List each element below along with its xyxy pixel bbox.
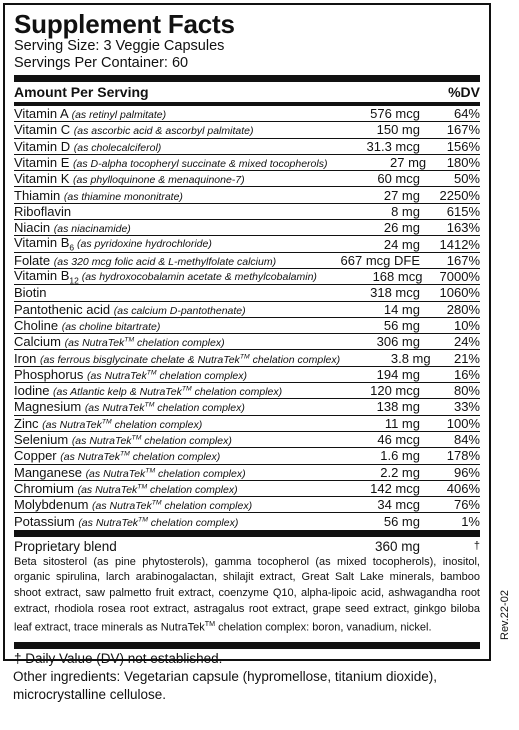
nutrient-dv: 100% — [446, 415, 480, 431]
nutrient-dv: 167% — [446, 252, 480, 268]
nutrient-name: Vitamin A (as retinyl palmitate) — [14, 106, 167, 122]
proprietary-blend-name: Proprietary blend — [14, 538, 117, 554]
nutrient-source-note: (as Atlantic kelp & NutraTek™ chelation complex) — [53, 385, 283, 399]
proprietary-blend-ingredients: Beta sitosterol (as pine phytosterols), gamma tocopherol (as mixed tocopherols), inositol, organic spirulina, larch arabinogalactan, shilajit extract, Great Salt Lake minerals, bamboo shoot extract, saw palmetto fruit extract, coenzyme Q10, alpha-lipoic acid, ashwagandha root extract, rhodiola rosea root extract, astragalus root extract, grape seed extract, ginkgo biloba leaf extract, trace minerals as NutraTek™ chelation complex: boron, vanadium, nickel. — [14, 555, 480, 634]
nutrient-amount: 318 mcg — [370, 285, 420, 301]
panel-title: Supplement Facts — [14, 9, 235, 39]
nutrient-dv: 80% — [453, 383, 480, 399]
nutrient-source-note: (as NutraTek™ chelation complex) — [92, 499, 253, 513]
table-row — [14, 236, 480, 252]
divider-thick — [14, 530, 480, 537]
nutrient-name: Manganese (as NutraTek™ chelation complex) — [14, 464, 246, 480]
nutrient-amount: 3.8 mg — [390, 350, 431, 366]
table-row — [14, 106, 480, 122]
table-row — [14, 171, 480, 187]
nutrient-dv: 84% — [453, 432, 480, 448]
nutrient-source-note: (as ferrous bisglycinate chelate & NutraTek™ chelation complex) — [40, 353, 341, 366]
nutrient-amount: 60 mcg — [377, 171, 420, 187]
nutrient-name: Riboflavin — [14, 203, 72, 219]
table-row — [14, 122, 480, 138]
nutrient-name: Copper (as NutraTek™ chelation complex) — [14, 448, 221, 464]
serving-size: Serving Size: 3 Veggie Capsules — [14, 38, 225, 54]
table-row — [14, 448, 480, 464]
nutrient-dv: 24% — [453, 334, 480, 350]
nutrient-name: Phosphorus (as NutraTek™ chelation complex) — [14, 366, 248, 382]
proprietary-blend-amount: 360 mg — [374, 538, 420, 554]
table-row — [14, 367, 480, 383]
nutrient-source-note: (as pyridoxine hydrochloride) — [74, 238, 212, 251]
nutrient-name: Calcium (as NutraTek™ chelation complex) — [14, 334, 225, 350]
nutrient-amount: 26 mg — [383, 220, 420, 236]
nutrient-name: Molybdenum (as NutraTek™ chelation complex) — [14, 497, 253, 513]
table-row — [14, 318, 480, 334]
table-row — [14, 432, 480, 448]
nutrient-source-note: (as retinyl palmitate) — [71, 109, 167, 122]
nutrient-amount: 56 mg — [383, 514, 420, 530]
nutrient-amount: 306 mg — [376, 334, 420, 350]
nutrient-amount: 2.2 mg — [380, 464, 420, 480]
nutrient-amount: 56 mg — [383, 318, 420, 333]
nutrient-amount: 194 mg — [376, 366, 420, 382]
nutrient-dv: 156% — [446, 138, 480, 154]
nutrient-amount: 8 mg — [391, 203, 420, 219]
amount-per-serving-label: Amount Per Serving — [14, 84, 149, 100]
table-row — [14, 465, 480, 481]
nutrient-amount: 11 mg — [384, 415, 420, 431]
nutrient-dv: 167% — [446, 122, 480, 138]
nutrient-dv: 21% — [453, 350, 480, 366]
table-row — [14, 334, 480, 350]
nutrient-amount: 46 mcg — [377, 432, 420, 448]
nutrient-source-note: (as choline bitartrate) — [61, 321, 161, 333]
table-row — [14, 497, 480, 513]
nutrient-amount: 27 mg — [390, 155, 427, 171]
nutrient-dv: 16% — [453, 366, 480, 382]
dv-label: %DV — [448, 84, 480, 100]
nutrient-name: Biotin — [14, 285, 47, 301]
nutrient-amount: 34 mcg — [377, 497, 420, 513]
nutrient-source-note: (as D-alpha tocopheryl succinate & mixed tocopherols) — [73, 158, 328, 171]
nutrient-name: Vitamin C (as ascorbic acid & ascorbyl palmitate) — [14, 122, 254, 138]
nutrient-table — [14, 106, 480, 530]
nutrient-source-note: (as NutraTek™ chelation complex) — [78, 516, 239, 530]
nutrient-name: Selenium (as NutraTek™ chelation complex) — [14, 432, 232, 448]
table-row — [14, 139, 480, 155]
table-row — [14, 350, 480, 366]
nutrient-amount: 27 mg — [383, 187, 420, 203]
nutrient-source-note: (as phylloquinone & menaquinone-7) — [73, 174, 245, 187]
nutrient-amount: 14 mg — [383, 301, 420, 317]
proprietary-blend-row — [14, 539, 480, 554]
table-row — [14, 204, 480, 220]
nutrient-amount: 120 mcg — [370, 383, 420, 399]
nutrient-amount: 142 mcg — [370, 480, 420, 496]
nutrient-dv: 1060% — [439, 285, 480, 301]
nutrient-name: Potassium (as NutraTek™ chelation complex) — [14, 514, 239, 530]
nutrient-dv: 1412% — [439, 236, 480, 252]
table-row — [14, 302, 480, 318]
nutrient-name: Niacin (as niacinamide) — [14, 220, 131, 236]
nutrient-source-note: (as NutraTek™ chelation complex) — [60, 450, 221, 464]
nutrient-dv: 50% — [453, 171, 480, 187]
table-row — [14, 416, 480, 432]
nutrient-dv: 615% — [446, 203, 480, 219]
table-row — [14, 269, 480, 285]
nutrient-name: Zinc (as NutraTek™ chelation complex) — [14, 415, 203, 431]
table-row — [14, 285, 480, 301]
nutrient-name: Folate (as 320 mcg folic acid & L-methylfolate calcium) — [14, 252, 277, 268]
nutrient-source-note: (as NutraTek™ chelation complex) — [42, 418, 203, 431]
nutrient-dv: 406% — [446, 480, 480, 496]
nutrient-source-note: (as hydroxocobalamin acetate & methylcobalamin) — [78, 270, 317, 283]
nutrient-amount: 576 mcg — [370, 106, 420, 122]
nutrient-dv: 64% — [453, 106, 480, 122]
nutrient-source-note: (as thiamine mononitrate) — [63, 190, 183, 203]
nutrient-name: Vitamin $B_{12}$ (as hydroxocobalamin acetate & methylcobalamin) — [14, 267, 317, 286]
divider-thick — [14, 75, 480, 82]
nutrient-name: Vitamin D (as cholecalciferol) — [14, 138, 162, 154]
nutrient-source-note: (as NutraTek™ chelation complex) — [71, 434, 232, 448]
nutrient-name: Vitamin $B_6$ (as pyridoxine hydrochloride) — [14, 235, 212, 253]
table-row — [14, 513, 480, 529]
nutrient-name: Vitamin E (as D-alpha tocopheryl succinate & mixed tocopherols) — [14, 155, 328, 171]
table-row — [14, 481, 480, 497]
nutrient-name: Vitamin K (as phylloquinone & menaquinone-7) — [14, 171, 245, 187]
nutrient-name: Choline (as choline bitartrate) — [14, 318, 161, 333]
nutrient-dv: 10% — [453, 318, 480, 333]
table-row — [14, 187, 480, 203]
nutrient-amount: 31.3 mcg — [366, 138, 420, 154]
nutrient-dv: 76% — [453, 497, 480, 513]
nutrient-source-note: (as NutraTek™ chelation complex) — [77, 483, 238, 496]
nutrient-dv: 96% — [453, 464, 480, 480]
servings-per-container: Servings Per Container: 60 — [14, 55, 189, 71]
other-ingredients: Other ingredients: Vegetarian capsule (hypromellose, titanium dioxide), microcrystalline cellulose. — [13, 669, 437, 702]
table-row — [14, 155, 480, 171]
supplement-facts-panel — [3, 3, 491, 667]
nutrient-amount: 24 mg — [383, 236, 420, 252]
table-row — [14, 253, 480, 269]
nutrient-name: Thiamin (as thiamine mononitrate) — [14, 187, 183, 203]
nutrient-dv: 2250% — [439, 187, 480, 203]
nutrient-amount: 667 mcg DFE — [340, 252, 420, 268]
nutrient-source-note: (as calcium D-pantothenate) — [113, 304, 246, 317]
nutrient-source-note: (as cholecalciferol) — [73, 141, 162, 154]
divider-thick — [14, 642, 480, 649]
revision-code: Rev.22-02 — [499, 590, 511, 640]
nutrient-dv: 7000% — [439, 269, 480, 285]
nutrient-amount: 150 mg — [376, 122, 420, 138]
nutrient-dv: 178% — [446, 448, 480, 464]
table-row — [14, 383, 480, 399]
nutrient-dv: 1% — [461, 514, 480, 530]
nutrient-name: Iron (as ferrous bisglycinate chelate & NutraTek™ chelation complex) — [14, 350, 341, 366]
dv-footnote: † Daily Value (DV) not established. — [14, 651, 223, 667]
table-header — [14, 82, 480, 102]
nutrient-dv: 163% — [446, 220, 480, 236]
table-row — [14, 399, 480, 415]
nutrient-amount: 1.6 mg — [380, 448, 420, 464]
nutrient-source-note: (as 320 mcg folic acid & L-methylfolate calcium) — [53, 255, 277, 268]
nutrient-name: Magnesium (as NutraTek™ chelation complex) — [14, 399, 245, 415]
nutrient-name: Chromium (as NutraTek™ chelation complex) — [14, 480, 238, 496]
nutrient-source-note: (as NutraTek™ chelation complex) — [64, 336, 225, 350]
nutrient-source-note: (as niacinamide) — [53, 223, 131, 236]
proprietary-blend-dv: † — [473, 539, 480, 552]
nutrient-dv: 180% — [446, 155, 480, 171]
nutrient-name: Iodine (as Atlantic kelp & NutraTek™ chelation complex) — [14, 383, 283, 399]
nutrient-amount: 168 mcg — [372, 269, 423, 285]
nutrient-amount: 138 mg — [376, 399, 420, 415]
nutrient-source-note: (as NutraTek™ chelation complex) — [87, 369, 248, 382]
nutrient-name: Pantothenic acid (as calcium D-pantothenate) — [14, 301, 246, 317]
nutrient-source-note: (as NutraTek™ chelation complex) — [85, 467, 246, 480]
nutrient-source-note: (as ascorbic acid & ascorbyl palmitate) — [73, 125, 254, 138]
table-row — [14, 220, 480, 236]
nutrient-dv: 33% — [453, 399, 480, 415]
nutrient-source-note: (as NutraTek™ chelation complex) — [84, 401, 245, 415]
nutrient-dv: 280% — [446, 301, 480, 317]
